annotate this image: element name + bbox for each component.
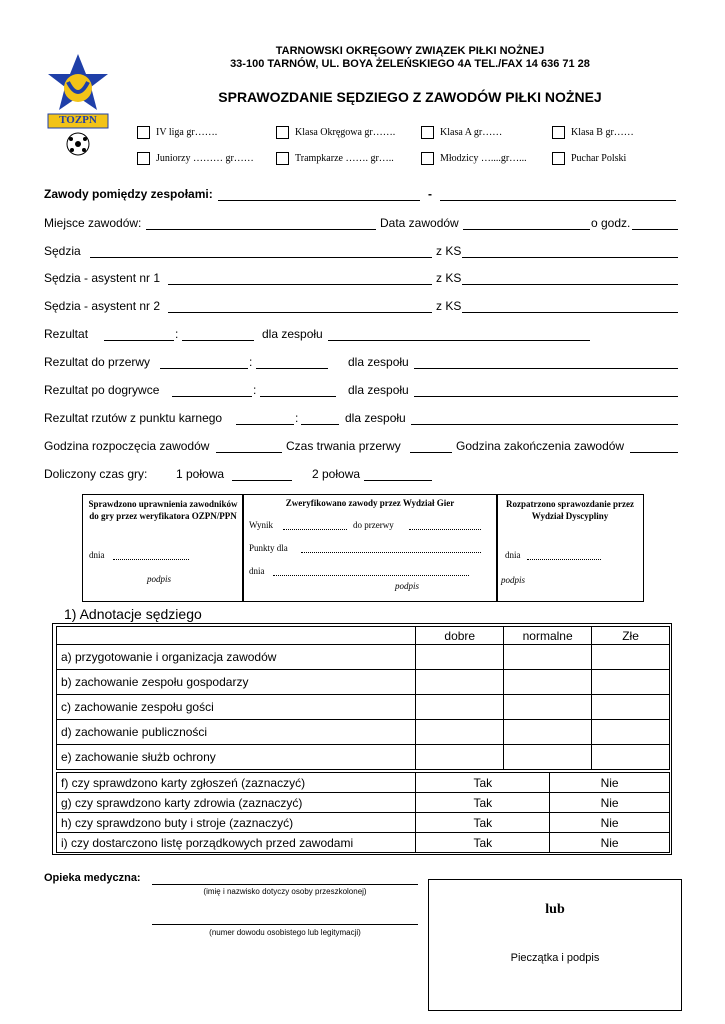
notes-cell-normal[interactable] xyxy=(504,695,592,720)
assistant2-field[interactable] xyxy=(168,312,432,313)
stamp-label: Pieczątka i podpis xyxy=(510,952,600,964)
result-team-label: dla zespołu xyxy=(262,327,323,341)
medical-label: Opieka medyczna: xyxy=(44,872,141,884)
extratime-label: Rezultat po dogrywce xyxy=(44,383,160,397)
team-home-field[interactable] xyxy=(218,200,420,201)
col-good: dobre xyxy=(416,627,504,645)
referee-club-field[interactable] xyxy=(462,257,678,258)
notes-cell-good[interactable] xyxy=(416,670,504,695)
check-question: i) czy dostarczono listę porządkowych przed zawodami xyxy=(57,833,416,853)
teams-separator: - xyxy=(428,187,432,201)
penalties-home-field[interactable] xyxy=(236,424,294,425)
league-checkbox-iv-liga[interactable]: IV liga gr……. xyxy=(137,126,217,139)
first-half-field[interactable] xyxy=(232,480,292,481)
notes-cell-good[interactable] xyxy=(416,695,504,720)
notes-cell-normal[interactable] xyxy=(504,720,592,745)
notes-row-label: a) przygotowanie i organizacja zawodów xyxy=(57,645,416,670)
page-title: SPRAWOZDANIE SĘDZIEGO Z ZAWODÓW PIŁKI NOŻNEJ xyxy=(218,89,602,105)
games-dept-points-label: Punkty dla xyxy=(249,543,288,553)
date-label: Data zawodów xyxy=(380,216,459,230)
eligibility-date-label: dnia xyxy=(89,550,105,560)
break-duration-label: Czas trwania przerwy xyxy=(286,439,401,453)
assistant1-field[interactable] xyxy=(168,284,432,285)
discipline-title: Rozpatrzono sprawozdanie przez Wydział Dyscypliny xyxy=(506,499,634,521)
games-dept-result-field[interactable] xyxy=(283,529,347,530)
medical-id-field[interactable] xyxy=(152,924,418,925)
medical-name-note: (imię i nazwisko dotyczy osoby przeszkolonej) xyxy=(203,887,367,896)
time-label: o godz. xyxy=(591,216,631,230)
assistant2-club-label: z KS xyxy=(436,299,462,313)
check-no[interactable]: Nie xyxy=(550,773,670,793)
notes-cell-bad[interactable] xyxy=(592,645,670,670)
org-name: TARNOWSKI OKRĘGOWY ZWIĄZEK PIŁKI NOŻNEJ xyxy=(275,45,545,57)
check-yes[interactable]: Tak xyxy=(416,833,550,853)
games-dept-signature-label: podpis xyxy=(395,581,420,591)
col-normal: normalne xyxy=(504,627,592,645)
games-dept-date-label: dnia xyxy=(249,566,265,576)
notes-cell-good[interactable] xyxy=(416,720,504,745)
assistant1-club-label: z KS xyxy=(436,271,462,285)
extratime-colon: : xyxy=(253,383,257,397)
games-dept-halftime-field[interactable] xyxy=(409,529,481,530)
extratime-away-field[interactable] xyxy=(260,396,336,397)
venue-label: Miejsce zawodów: xyxy=(44,216,142,230)
notes-cell-bad[interactable] xyxy=(592,670,670,695)
check-yes[interactable]: Tak xyxy=(416,813,550,833)
discipline-date-label: dnia xyxy=(505,550,521,560)
col-bad: Złe xyxy=(592,627,670,645)
org-address: 33-100 TARNÓW, UL. BOYA ŻELEŃSKIEGO 4A TEL./FAX 14 636 71 28 xyxy=(230,58,590,70)
notes-cell-bad[interactable] xyxy=(592,720,670,745)
games-dept-halftime-label: do przerwy xyxy=(353,520,394,530)
referee-checks-table xyxy=(56,772,670,853)
date-field[interactable] xyxy=(463,229,590,230)
referee-field[interactable] xyxy=(90,257,432,258)
tozpn-logo xyxy=(44,52,112,157)
verification-box-eligibility xyxy=(82,494,244,602)
check-question: h) czy sprawdzono buty i stroje (zaznaczyć) xyxy=(57,813,416,833)
referee-notes-heading: 1) Adnotacje sędziego xyxy=(64,606,202,622)
check-question: g) czy sprawdzono karty zdrowia (zaznaczyć) xyxy=(57,793,416,813)
penalties-colon: : xyxy=(295,411,299,425)
eligibility-title: Sprawdzono uprawnienia zawodników do gry przez weryfikatora OZPN/PPN xyxy=(88,499,238,521)
first-half-label: 1 połowa xyxy=(176,467,225,481)
stamp-or-label: lub xyxy=(545,902,565,917)
penalties-team-label: dla zespołu xyxy=(345,411,406,425)
notes-cell-normal[interactable] xyxy=(504,645,592,670)
assistant1-label: Sędzia - asystent nr 1 xyxy=(44,271,161,285)
venue-field[interactable] xyxy=(146,229,376,230)
extratime-home-field[interactable] xyxy=(172,396,252,397)
notes-row-label: c) zachowanie zespołu gości xyxy=(57,695,416,720)
extratime-team-label: dla zespołu xyxy=(348,383,409,397)
halftime-colon: : xyxy=(249,355,253,369)
teams-label: Zawody pomiędzy zespołami: xyxy=(44,187,213,201)
notes-row-label: b) zachowanie zespołu gospodarzy xyxy=(57,670,416,695)
notes-cell-good[interactable] xyxy=(416,745,504,770)
eligibility-signature-label: podpis xyxy=(147,574,172,584)
second-half-label: 2 połowa xyxy=(312,467,361,481)
discipline-signature-label: podpis xyxy=(501,575,526,585)
check-yes[interactable]: Tak xyxy=(416,773,550,793)
assistant2-club-field[interactable] xyxy=(462,312,678,313)
assistant1-club-field[interactable] xyxy=(462,284,678,285)
league-checkbox-puchar-polski[interactable]: Puchar Polski xyxy=(552,152,626,165)
notes-cell-bad[interactable] xyxy=(592,745,670,770)
end-time-label: Godzina zakończenia zawodów xyxy=(456,439,625,453)
notes-row-label: e) zachowanie służb ochrony xyxy=(57,745,416,770)
stamp-box[interactable] xyxy=(428,879,682,1011)
halftime-team-field[interactable] xyxy=(414,368,678,369)
verification-box-games-dept xyxy=(242,494,498,602)
medical-id-note: (numer dowodu osobistego lub legitymacji) xyxy=(209,928,361,937)
games-dept-date-field[interactable] xyxy=(273,575,469,576)
notes-cell-bad[interactable] xyxy=(592,695,670,720)
second-half-field[interactable] xyxy=(364,480,432,481)
notes-cell-normal[interactable] xyxy=(504,670,592,695)
start-time-label: Godzina rozpoczęcia zawodów xyxy=(44,439,210,453)
games-dept-title: Zweryfikowano zawody przez Wydział Gier xyxy=(285,498,455,508)
halftime-home-field[interactable] xyxy=(160,368,248,369)
league-checkbox-mlodzicy[interactable]: Młodzicy …....gr…... xyxy=(421,152,527,165)
check-no[interactable]: Nie xyxy=(550,793,670,813)
league-checkbox-juniorzy[interactable]: Juniorzy ……… gr…… xyxy=(137,152,254,165)
break-duration-field[interactable] xyxy=(410,452,452,453)
notes-header-blank xyxy=(57,627,416,645)
referee-club-label: z KS xyxy=(436,244,462,258)
league-checkbox-klasa-okregowa[interactable]: Klasa Okręgowa gr……. xyxy=(276,126,395,139)
notes-row-label: d) zachowanie publiczności xyxy=(57,720,416,745)
result-away-field[interactable] xyxy=(182,340,254,341)
games-dept-result-label: Wynik xyxy=(249,520,273,530)
verification-box-discipline xyxy=(496,494,644,602)
league-checkbox-klasa-a[interactable]: Klasa A gr…… xyxy=(421,126,502,139)
halftime-away-field[interactable] xyxy=(256,368,328,369)
notes-cell-good[interactable] xyxy=(416,645,504,670)
games-dept-points-field[interactable] xyxy=(301,552,481,553)
referee-notes-table xyxy=(56,626,670,770)
league-checkbox-klasa-b[interactable]: Klasa B gr…… xyxy=(552,126,634,139)
league-checkbox-trampkarze[interactable]: Trampkarze ……. gr….. xyxy=(276,152,394,165)
check-question: f) czy sprawdzono karty zgłoszeń (zaznaczyć) xyxy=(57,773,416,793)
halftime-label: Rezultat do przerwy xyxy=(44,355,151,369)
eligibility-date-field[interactable] xyxy=(113,559,189,560)
end-time-field[interactable] xyxy=(630,452,678,453)
penalties-label: Rezultat rzutów z punktu karnego xyxy=(44,411,223,425)
time-field[interactable] xyxy=(632,229,678,230)
penalties-away-field[interactable] xyxy=(301,424,339,425)
extratime-team-field[interactable] xyxy=(414,396,678,397)
result-team-field[interactable] xyxy=(328,340,590,341)
logo-emblem-icon xyxy=(44,52,112,157)
notes-cell-normal[interactable] xyxy=(504,745,592,770)
check-no[interactable]: Nie xyxy=(550,833,670,853)
logo-text: TOZPN xyxy=(59,114,97,126)
halftime-team-label: dla zespołu xyxy=(348,355,409,369)
result-label: Rezultat xyxy=(44,327,89,341)
medical-name-field[interactable] xyxy=(152,884,418,885)
discipline-date-field[interactable] xyxy=(527,559,601,560)
assistant2-label: Sędzia - asystent nr 2 xyxy=(44,299,161,313)
check-no[interactable]: Nie xyxy=(550,813,670,833)
result-colon: : xyxy=(175,327,179,341)
referee-label: Sędzia xyxy=(44,244,81,258)
team-away-field[interactable] xyxy=(440,200,676,201)
start-time-field[interactable] xyxy=(216,452,282,453)
check-yes[interactable]: Tak xyxy=(416,793,550,813)
added-time-label: Doliczony czas gry: xyxy=(44,467,148,481)
result-home-field[interactable] xyxy=(104,340,174,341)
penalties-team-field[interactable] xyxy=(411,424,678,425)
